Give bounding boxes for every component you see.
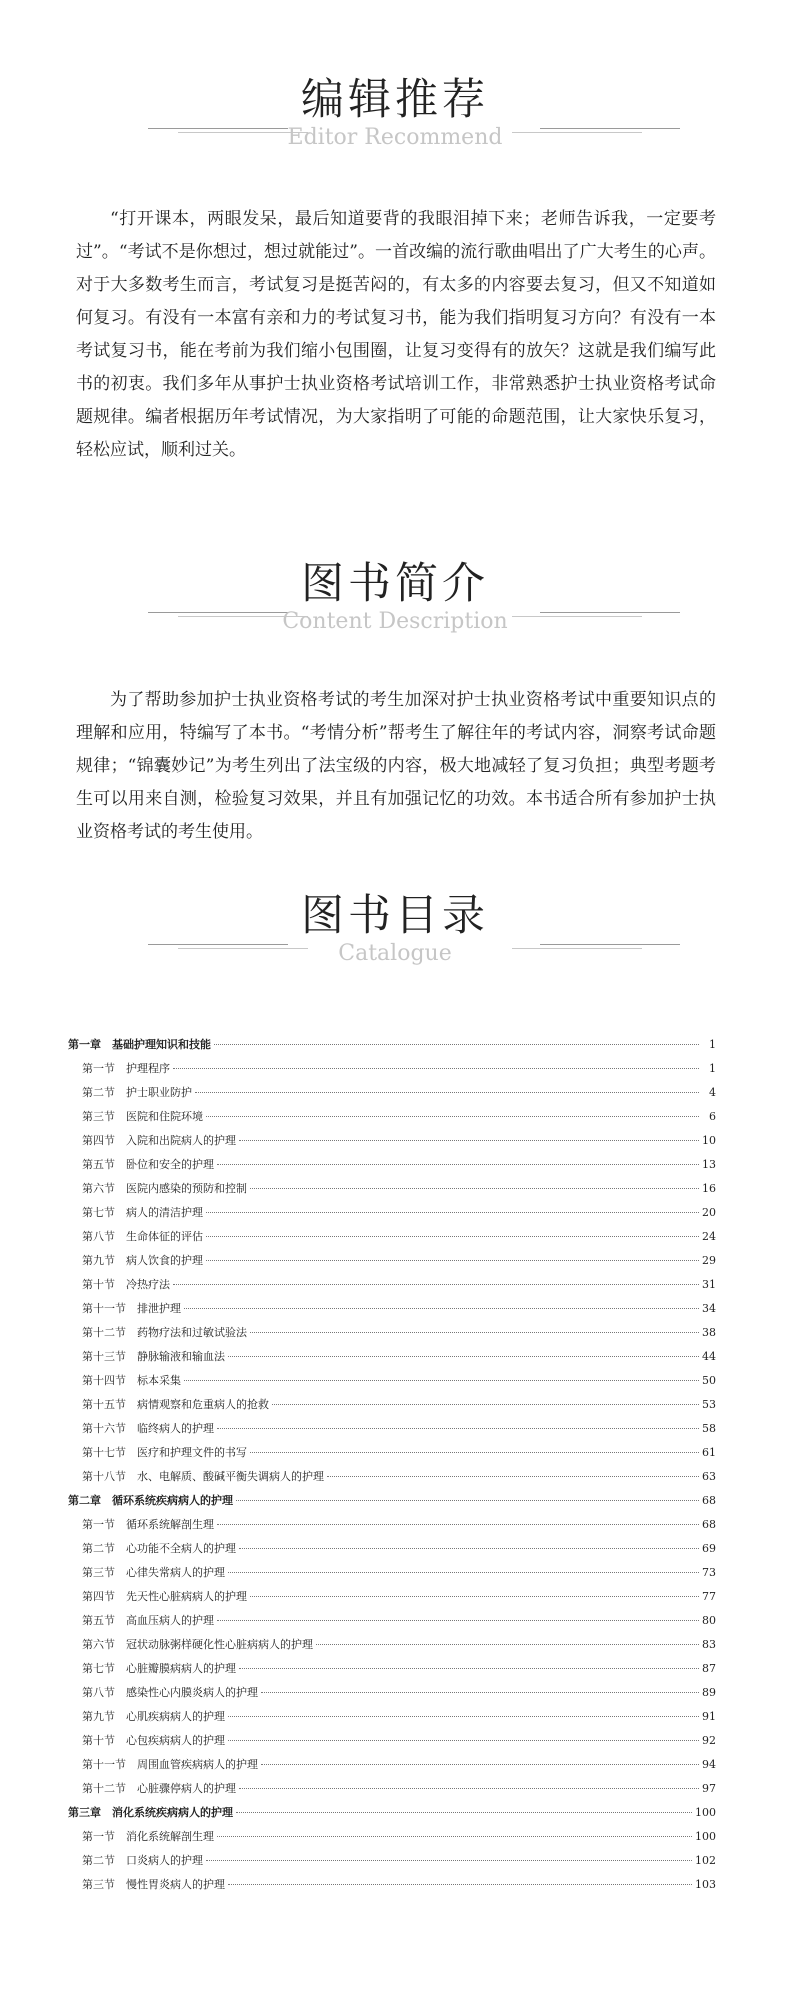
toc-page-number: 38 [702,1326,716,1339]
toc-leader-dots [206,1860,692,1861]
toc-leader-dots [250,1332,699,1333]
toc-page-number: 100 [695,1806,716,1819]
toc-page-number: 20 [702,1206,716,1219]
toc-page-number: 73 [702,1566,716,1579]
content-description-header [0,558,790,648]
toc-entry-label: 第十二节 药物疗法和过敏试验法 [82,1326,247,1339]
toc-entry-label: 第五节 高血压病人的护理 [82,1614,214,1627]
toc-section-row [68,1372,716,1396]
toc-page-number: 13 [702,1158,716,1171]
toc-entry-label: 第三节 医院和住院环境 [82,1110,203,1123]
toc-leader-dots [217,1164,699,1165]
toc-entry-label: 第十三节 静脉输液和输血法 [82,1350,225,1363]
toc-page-number: 63 [702,1470,716,1483]
toc-leader-dots [214,1044,699,1045]
toc-entry-label: 第七节 心脏瓣膜病病人的护理 [82,1662,236,1675]
toc-page-number: 102 [695,1854,716,1867]
toc-section-row [68,1396,716,1420]
toc-entry-label: 第十节 心包疾病病人的护理 [82,1734,225,1747]
toc-entry-label: 第十五节 病情观察和危重病人的抢救 [82,1398,269,1411]
toc-entry-label: 第二节 护士职业防护 [82,1086,192,1099]
toc-section-row [68,1228,716,1252]
toc-leader-dots [217,1836,692,1837]
toc-leader-dots [228,1356,699,1357]
toc-leader-dots [228,1716,699,1717]
toc-section-row [68,1156,716,1180]
toc-entry-label: 第五节 卧位和安全的护理 [82,1158,214,1171]
toc-leader-dots [228,1572,699,1573]
toc-section-row [68,1732,716,1756]
toc-leader-dots [316,1644,699,1645]
toc-leader-dots [272,1404,699,1405]
toc-section-row [68,1348,716,1372]
content-description-title: 图书简介 [301,559,489,609]
catalogue-title: 图书目录 [301,891,489,941]
toc-leader-dots [236,1500,699,1501]
toc-leader-dots [250,1188,699,1189]
toc-leader-dots [239,1140,699,1141]
toc-page-number: 69 [702,1542,716,1555]
toc-leader-dots [228,1884,692,1885]
toc-page-number: 94 [702,1758,716,1771]
toc-page-number: 77 [702,1590,716,1603]
content-description-subtitle: Content Description [282,609,508,634]
toc-leader-dots [261,1692,699,1693]
toc-page-number: 1 [709,1038,716,1051]
content-description-text: 为了帮助参加护士执业资格考试的考生加深对护士执业资格考试中重要知识点的理解和应用，特编写了本书。“考情分析”帮考生了解往年的考试内容，洞察考试命题规律；“锦囊妙记”为考生列出了法宝级的内容，极大地减轻了复习负担；典型考题考生可以用来自测，检验复习效果，并且有加强记忆的功效。本书适合所有参加护士执业资格考试的考生使用。 [76,690,716,842]
toc-leader-dots [261,1764,699,1765]
toc-section-row [68,1780,716,1804]
toc-section-row [68,1252,716,1276]
toc-entry-label: 第二章 循环系统疾病病人的护理 [68,1494,233,1507]
toc-section-row [68,1204,716,1228]
toc-page-number: 68 [702,1518,716,1531]
toc-entry-label: 第二节 心功能不全病人的护理 [82,1542,236,1555]
toc-entry-label: 第八节 生命体征的评估 [82,1230,203,1243]
toc-page-number: 61 [702,1446,716,1459]
toc-section-row [68,1516,716,1540]
toc-entry-label: 第八节 感染性心内膜炎病人的护理 [82,1686,258,1699]
toc-page-number: 89 [702,1686,716,1699]
toc-entry-label: 第七节 病人的清洁护理 [82,1206,203,1219]
toc-section-row [68,1684,716,1708]
toc-section-row [68,1084,716,1108]
toc-entry-label: 第二节 口炎病人的护理 [82,1854,203,1867]
toc-page-number: 100 [695,1830,716,1843]
toc-entry-label: 第四节 入院和出院病人的护理 [82,1134,236,1147]
toc-page-number: 10 [702,1134,716,1147]
toc-section-row [68,1756,716,1780]
toc-entry-label: 第十节 冷热疗法 [82,1278,170,1291]
toc-leader-dots [236,1812,692,1813]
toc-entry-label: 第六节 冠状动脉粥样硬化性心脏病病人的护理 [82,1638,313,1651]
toc-section-row [68,1588,716,1612]
toc-chapter-row [68,1492,716,1516]
toc-page-number: 24 [702,1230,716,1243]
toc-entry-label: 第十二节 心脏骤停病人的护理 [82,1782,236,1795]
toc-leader-dots [327,1476,699,1477]
toc-leader-dots [206,1212,699,1213]
catalogue-header [0,890,790,980]
toc-leader-dots [206,1260,699,1261]
toc-leader-dots [173,1068,699,1069]
toc-leader-dots [206,1236,699,1237]
toc-entry-label: 第十六节 临终病人的护理 [82,1422,214,1435]
toc-leader-dots [217,1524,699,1525]
toc-section-row [68,1180,716,1204]
toc-section-row [68,1564,716,1588]
toc-page-number: 68 [702,1494,716,1507]
toc-entry-label: 第十七节 医疗和护理文件的书写 [82,1446,247,1459]
toc-entry-label: 第十四节 标本采集 [82,1374,181,1387]
toc-page-number: 53 [702,1398,716,1411]
toc-page-number: 29 [702,1254,716,1267]
toc-page-number: 31 [702,1278,716,1291]
toc-section-row [68,1540,716,1564]
toc-entry-label: 第三节 心律失常病人的护理 [82,1566,225,1579]
toc-leader-dots [239,1548,699,1549]
toc-section-row [68,1876,716,1900]
toc-page-number: 103 [695,1878,716,1891]
editor-recommend-subtitle: Editor Recommend [287,125,503,150]
editor-recommend-text: “打开课本，两眼发呆，最后知道要背的我眼泪掉下来；老师告诉我，一定要考过”。“考试不是你想过，想过就能过”。一首改编的流行歌曲唱出了广大考生的心声。对于大多数考生而言，考试复习是挺苦闷的，有太多的内容要去复习，但又不知道如何复习。有没有一本富有亲和力的考试复习书，能为我们指明复习方向？有没有一本考试复习书，能在考前为我们缩小包围圈，让复习变得有的放矢？这就是我们编写此书的初衷。我们多年从事护士执业资格考试培训工作，非常熟悉护士执业资格考试命题规律。编者根据历年考试情况，为大家指明了可能的命题范围，让大家快乐复习，轻松应试，顺利过关。 [76,209,716,460]
toc-section-row [68,1660,716,1684]
toc-entry-label: 第三节 慢性胃炎病人的护理 [82,1878,225,1891]
toc-page-number: 87 [702,1662,716,1675]
toc-page-number: 16 [702,1182,716,1195]
toc-leader-dots [184,1380,699,1381]
toc-leader-dots [217,1620,699,1621]
toc-entry-label: 第四节 先天性心脏病病人的护理 [82,1590,247,1603]
toc-section-row [68,1324,716,1348]
catalogue-subtitle: Catalogue [338,941,452,966]
editor-recommend-header [0,74,790,164]
editor-recommend-title: 编辑推荐 [301,75,489,125]
toc-leader-dots [184,1308,699,1309]
toc-section-row [68,1132,716,1156]
toc-section-row [68,1276,716,1300]
toc-leader-dots [250,1596,699,1597]
toc-entry-label: 第六节 医院内感染的预防和控制 [82,1182,247,1195]
toc-entry-label: 第一章 基础护理知识和技能 [68,1038,211,1051]
toc-entry-label: 第一节 循环系统解剖生理 [82,1518,214,1531]
toc-leader-dots [195,1092,699,1093]
toc-page-number: 44 [702,1350,716,1363]
toc-section-row [68,1060,716,1084]
toc-page-number: 80 [702,1614,716,1627]
toc-page-number: 4 [709,1086,716,1099]
toc-entry-label: 第十一节 排泄护理 [82,1302,181,1315]
toc-entry-label: 第一节 护理程序 [82,1062,170,1075]
toc-leader-dots [239,1668,699,1669]
toc-entry-label: 第一节 消化系统解剖生理 [82,1830,214,1843]
toc-leader-dots [217,1428,699,1429]
toc-section-row [68,1444,716,1468]
toc-entry-label: 第九节 心肌疾病病人的护理 [82,1710,225,1723]
toc-section-row [68,1636,716,1660]
toc-section-row [68,1468,716,1492]
toc-page-number: 92 [702,1734,716,1747]
toc-section-row [68,1300,716,1324]
toc-page-number: 34 [702,1302,716,1315]
table-of-contents [68,1036,716,1900]
toc-section-row [68,1828,716,1852]
toc-page-number: 91 [702,1710,716,1723]
toc-leader-dots [228,1740,699,1741]
toc-page-number: 6 [709,1110,716,1123]
toc-section-row [68,1420,716,1444]
toc-page-number: 83 [702,1638,716,1651]
toc-section-row [68,1708,716,1732]
toc-entry-label: 第九节 病人饮食的护理 [82,1254,203,1267]
toc-leader-dots [173,1284,699,1285]
toc-entry-label: 第十一节 周围血管疾病病人的护理 [82,1758,258,1771]
toc-chapter-row [68,1804,716,1828]
toc-entry-label: 第十八节 水、电解质、酸碱平衡失调病人的护理 [82,1470,324,1483]
toc-page-number: 1 [709,1062,716,1075]
toc-entry-label: 第三章 消化系统疾病病人的护理 [68,1806,233,1819]
toc-leader-dots [206,1116,699,1117]
toc-page-number: 58 [702,1422,716,1435]
toc-section-row [68,1852,716,1876]
toc-leader-dots [239,1788,699,1789]
toc-section-row [68,1612,716,1636]
toc-section-row [68,1108,716,1132]
toc-page-number: 97 [702,1782,716,1795]
toc-leader-dots [250,1452,699,1453]
toc-page-number: 50 [702,1374,716,1387]
toc-chapter-row [68,1036,716,1060]
